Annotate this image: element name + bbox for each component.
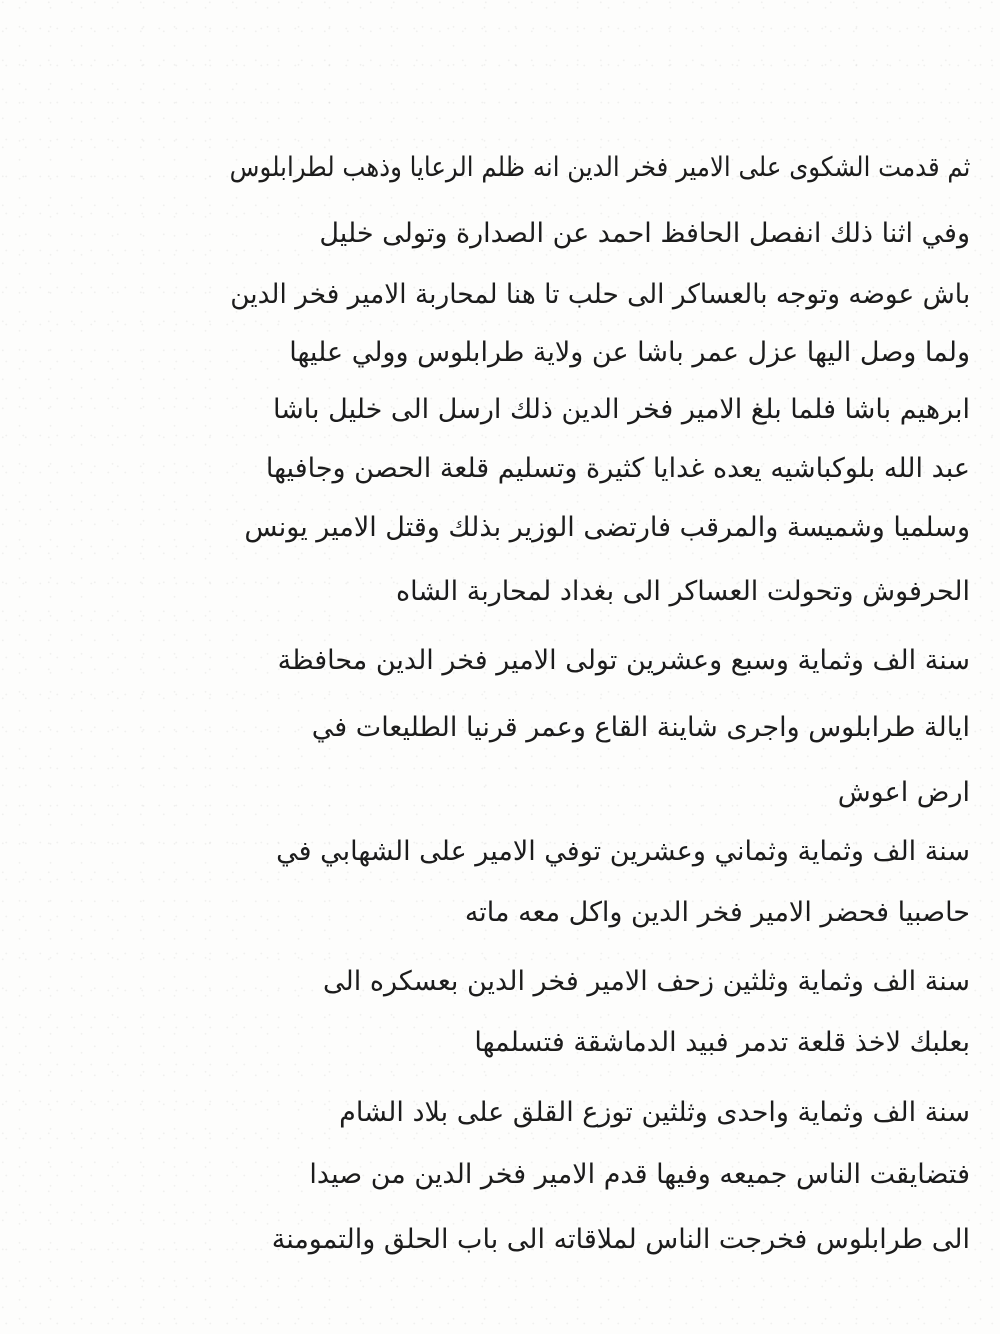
text-line: وفي اثنا ذلك انفصل الحافظ احمد عن الصدارة وتولى خليل [319,218,970,249]
text-line: سنة الف وثماية وثلثين زحف الامير فخر الدين بعسكره الى [323,966,970,997]
text-line: الى طرابلوس فخرجت الناس لملاقاته الى باب الحلق والتمومنة [271,1224,970,1255]
text-line: سنة الف وثماية واحدى وثلثين توزع القلق على بلاد الشام [339,1097,970,1128]
text-line: عبد الله بلوكباشيه يعده غدايا كثيرة وتسليم قلعة الحصن وجافيها [265,453,970,484]
text-line: سنة الف وثماية وسبع وعشرين تولى الامير فخر الدين محافظة [277,645,970,676]
text-line: ارض اعوش [837,777,970,808]
text-line: حاصبيا فحضر الامير فخر الدين واكل معه ماته [464,897,970,928]
text-line: باش عوضه وتوجه بالعساكر الى حلب تا هنا لمحاربة الامير فخر الدين [230,279,970,310]
text-line: الحرفوش وتحولت العساكر الى بغداد لمحاربة الشاه [395,576,970,607]
text-line: سنة الف وثماية وثماني وعشرين توفي الامير على الشهابي في [276,836,970,867]
text-line: ولما وصل اليها عزل عمر باشا عن ولاية طرابلوس وولي عليها [289,337,970,368]
text-line: فتضايقت الناس جميعه وفيها قدم الامير فخر الدين من صيدا [309,1159,970,1190]
text-line: وسلميا وشميسة والمرقب فارتضى الوزير بذلك وقتل الامير يونس [244,512,970,543]
text-line: ايالة طرابلوس واجرى شاينة القاع وعمر قرنيا الطليعات في [311,712,970,743]
text-line: ثم قدمت الشكوى على الامير فخر الدين انه ظلم الرعايا وذهب لطرابلوس [229,152,970,183]
text-line: ابرهيم باشا فلما بلغ الامير فخر الدين ذلك ارسل الى خليل باشا [272,394,970,425]
text-line: بعلبك لاخذ قلعة تدمر فبيد الدماشقة فتسلمها [474,1027,970,1058]
